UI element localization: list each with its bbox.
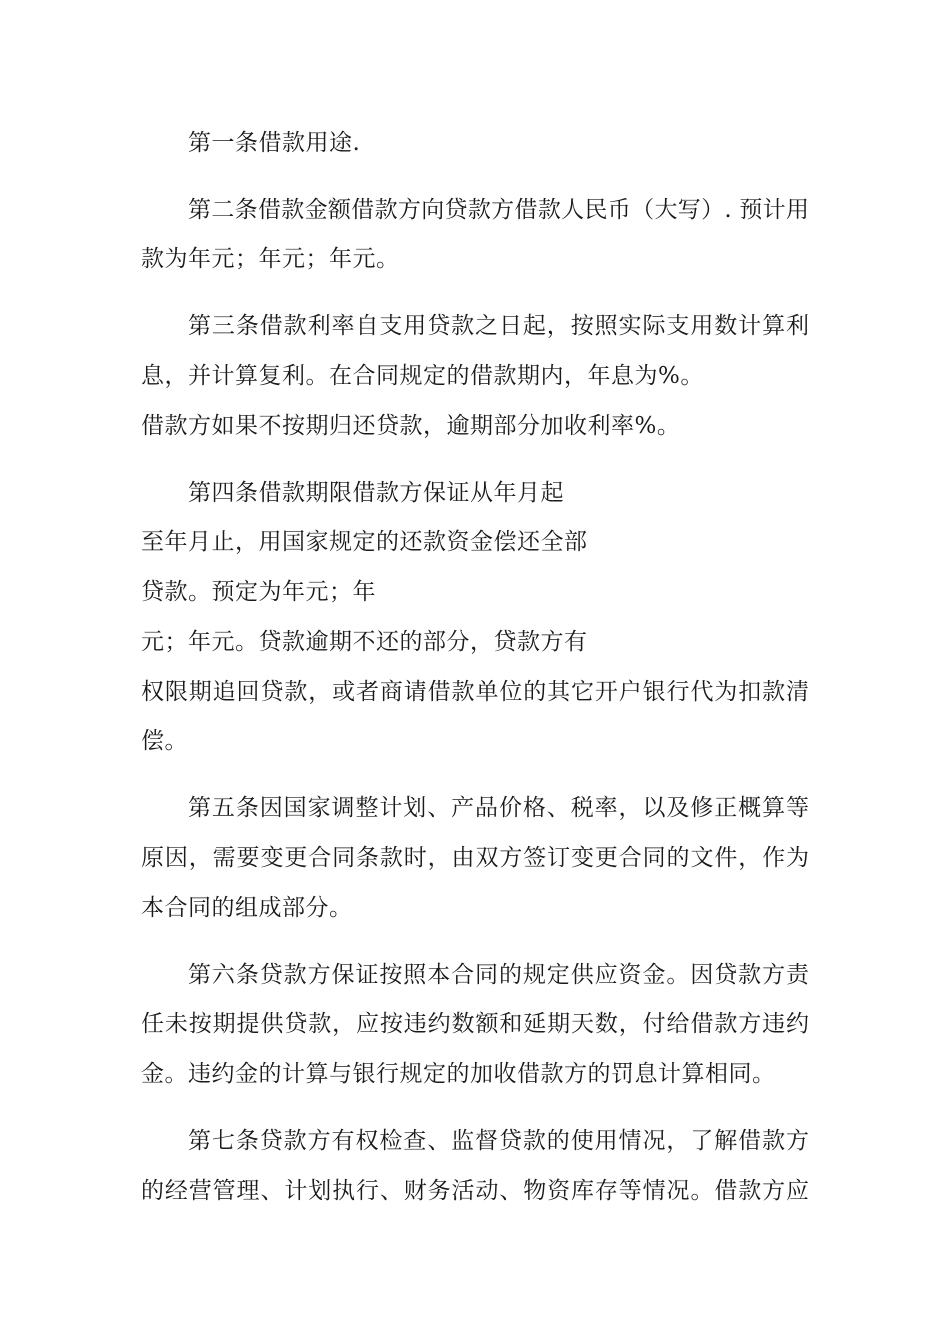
article-6-line-3: 金。违约金的计算与银行规定的加收借款方的罚息计算相同。 [141,1061,776,1087]
article-5-line-2: 原因，需要变更合同条款时，由双方签订变更合同的文件，作为 [141,845,809,871]
article-4-line-2: 至年月止，用国家规定的还款资金偿还全部 [141,529,588,555]
article-2-line-2: 款为年元；年元；年元。 [141,246,400,272]
article-6-line-2: 任未按期提供贷款，应按违约数额和延期天数，付给借款方违约 [141,1011,809,1037]
article-2-line-1: 第二条借款金额借款方向贷款方借款人民币（大写）. 预计用 [188,197,809,223]
article-3-line-1: 第三条借款利率自支用贷款之日起，按照实际支用数计算利 [188,313,809,339]
article-7-line-1: 第七条贷款方有权检查、监督贷款的使用情况，了解借款方 [188,1128,809,1154]
article-6-line-1: 第六条贷款方保证按照本合同的规定供应资金。因贷款方责 [188,962,809,988]
article-3-line-3: 借款方如果不按期归还贷款，逾期部分加收利率%。 [141,413,681,439]
article-1-line-1: 第一条借款用途. [188,130,361,156]
article-3-line-2: 息，并计算复利。在合同规定的借款期内，年息为%。 [141,363,704,389]
article-4-line-6: 偿。 [141,728,188,754]
article-4-line-3: 贷款。预定为年元；年 [141,579,376,605]
article-4-line-5: 权限期追回贷款，或者商请借款单位的其它开户银行代为扣款清 [141,679,809,705]
article-4-line-4: 元；年元。贷款逾期不还的部分，贷款方有 [141,629,588,655]
article-7-line-2: 的经营管理、计划执行、财务活动、物资库存等情况。借款方应 [141,1178,809,1204]
article-5-line-3: 本合同的组成部分。 [141,895,353,921]
article-4-line-1: 第四条借款期限借款方保证从年月起 [188,480,564,506]
article-5-line-1: 第五条因国家调整计划、产品价格、税率，以及修正概算等 [188,795,809,821]
